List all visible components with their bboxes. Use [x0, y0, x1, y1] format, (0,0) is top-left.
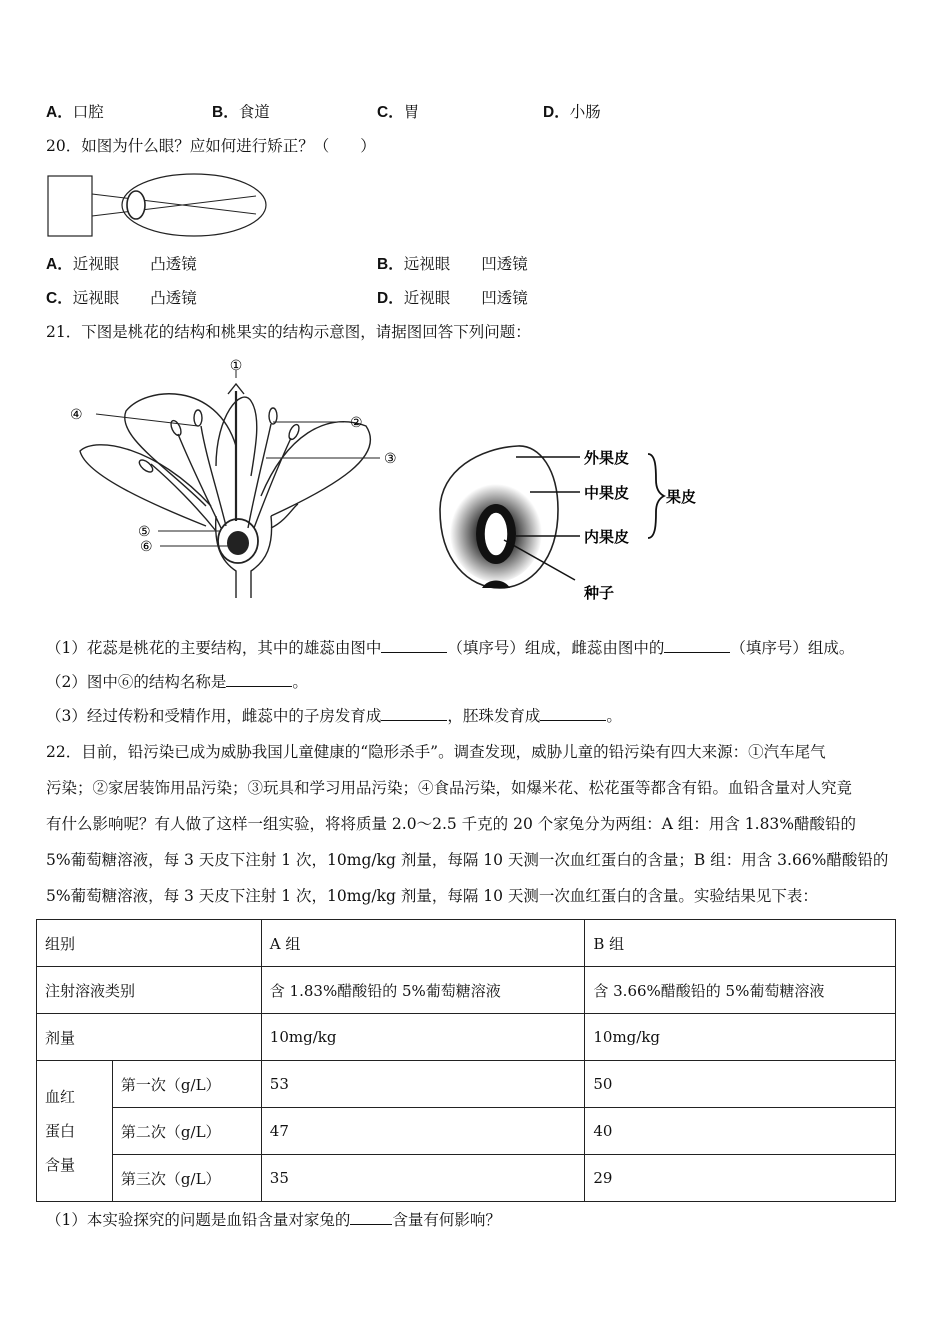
dose-b: 10mg/kg	[585, 1014, 896, 1061]
measure-a: 47	[261, 1108, 585, 1155]
peach-fruit-diagram	[430, 440, 720, 606]
solution-b: 含 3.66%醋酸铅的 5%葡萄糖溶液	[585, 967, 896, 1014]
q20-option-d[interactable]: D．近视眼 凹透镜	[377, 289, 528, 307]
q22-line-4: 5%葡萄糖溶液，每 3 天皮下注射 1 次，10mg/kg 剂量，每隔 10 天测一次血红蛋白的含量；B 组：用含 3.66%醋酸铅的	[46, 851, 889, 869]
anther-2	[169, 419, 183, 437]
filament-4	[254, 438, 291, 528]
q21-sub3-blank2[interactable]	[540, 704, 606, 721]
flower-label-3: ③	[384, 450, 397, 466]
table-row	[37, 1155, 896, 1202]
q20-stem: 20．如图为什么眼？应如何进行矫正？（ ）	[46, 137, 376, 155]
leader-4	[96, 414, 198, 426]
q22-sub1-blank[interactable]	[350, 1208, 392, 1225]
measure-a: 35	[261, 1155, 585, 1202]
q22-line-1: 22．目前，铅污染已成为威胁我国儿童健康的“隐形杀手”。调查发现，威胁儿童的铅污染有四大来源：①汽车尾气	[46, 743, 826, 761]
q22-line-3: 有什么影响呢？有人做了这样一组实验，将将质量 2.0～2.5 千克的 20 个家兔分为两组：A 组：用含 1.83%醋酸铅的	[46, 815, 857, 833]
label-pericarp: 果皮	[666, 489, 697, 506]
anther-5	[137, 458, 154, 474]
label-seed: 种子	[584, 585, 615, 602]
flower-label-6: ⑥	[140, 538, 153, 554]
experiment-table	[36, 919, 896, 1202]
q21-sub3: （3）经过传粉和受精作用，雌蕊中的子房发育成 ，胚珠发育成 。	[46, 704, 622, 728]
table-row	[37, 920, 896, 967]
table-row	[37, 1061, 896, 1108]
petal-left-front	[80, 445, 211, 526]
header-group-a: A 组	[261, 920, 585, 967]
label-endocarp: 内果皮	[584, 529, 630, 546]
light-ray-2	[92, 196, 256, 216]
anther-1	[194, 410, 202, 426]
eye-lens	[127, 191, 145, 219]
measure-b: 29	[585, 1155, 896, 1202]
flower-label-1: ①	[229, 357, 243, 373]
q22-line-5: 5%葡萄糖溶液，每 3 天皮下注射 1 次，10mg/kg 剂量，每隔 10 天测一次血红蛋白的含量。实验结果见下表：	[46, 887, 818, 905]
q20-option-a[interactable]: A．近视眼 凸透镜	[46, 255, 197, 273]
receptacle-left	[216, 516, 236, 598]
measure-label: 第一次（g/L）	[112, 1061, 261, 1108]
petal-left-back	[125, 394, 236, 506]
q21-sub1-blank1[interactable]	[381, 636, 447, 653]
header-group-b: B 组	[585, 920, 896, 967]
q21-stem: 21．下图是桃花的结构和桃果实的结构示意图，请据图回答下列问题：	[46, 323, 531, 341]
table-row	[37, 1014, 896, 1061]
q20-option-c[interactable]: C．远视眼 凸透镜	[46, 289, 197, 307]
measure-b: 50	[585, 1061, 896, 1108]
flower-label-4: ④	[70, 406, 83, 422]
solution-label: 注射溶液类别	[37, 967, 262, 1014]
q19-option-a[interactable]: A．口腔	[46, 103, 104, 121]
q19-option-c[interactable]: C．胃	[377, 103, 420, 121]
measure-label: 第二次（g/L）	[112, 1108, 261, 1155]
peach-flower-diagram	[66, 356, 416, 602]
pericarp-brace	[648, 454, 664, 538]
eye-diagram	[46, 168, 278, 240]
dose-a: 10mg/kg	[261, 1014, 585, 1061]
q21-sub1-blank2[interactable]	[664, 636, 730, 653]
measure-label: 第三次（g/L）	[112, 1155, 261, 1202]
label-mesocarp: 中果皮	[584, 485, 630, 502]
q21-sub2-blank[interactable]	[226, 670, 292, 687]
q22-sub1: （1）本实验探究的问题是血铅含量对家兔的 含量有何影响？	[46, 1208, 501, 1232]
object-box	[48, 176, 92, 236]
solution-a: 含 1.83%醋酸铅的 5%葡萄糖溶液	[261, 967, 585, 1014]
measure-b: 40	[585, 1108, 896, 1155]
dose-label: 剂量	[37, 1014, 262, 1061]
flower-label-5: ⑤	[138, 523, 151, 539]
hemoglobin-label: 血红 蛋白 含量	[37, 1061, 113, 1202]
q21-sub3-blank1[interactable]	[381, 704, 447, 721]
q22-line-2: 污染；②家居装饰用品污染；③玩具和学习用品污染；④食品污染，如爆米花、松花蛋等都含有铅。血铅含量对人究竟	[46, 779, 853, 797]
measure-a: 53	[261, 1061, 585, 1108]
q21-sub2: （2）图中⑥的结构名称是 。	[46, 670, 308, 694]
q19-option-d[interactable]: D．小肠	[543, 103, 601, 121]
q21-sub1: （1）花蕊是桃花的主要结构，其中的雄蕊由图中 （填序号）组成，雌蕊由图中的 （填序号）组成。	[46, 636, 854, 660]
header-group-label: 组别	[37, 920, 262, 967]
q19-option-b[interactable]: B．食道	[212, 103, 270, 121]
label-exocarp: 外果皮	[584, 450, 630, 467]
table-row	[37, 967, 896, 1014]
table-row	[37, 1108, 896, 1155]
ovule	[227, 531, 249, 555]
seed-shape	[484, 512, 508, 556]
sepal-right	[271, 504, 298, 528]
light-ray-1	[92, 194, 256, 214]
flower-label-2: ②	[350, 414, 363, 430]
q20-option-b[interactable]: B．远视眼 凹透镜	[377, 255, 528, 273]
anther-4	[287, 423, 301, 441]
